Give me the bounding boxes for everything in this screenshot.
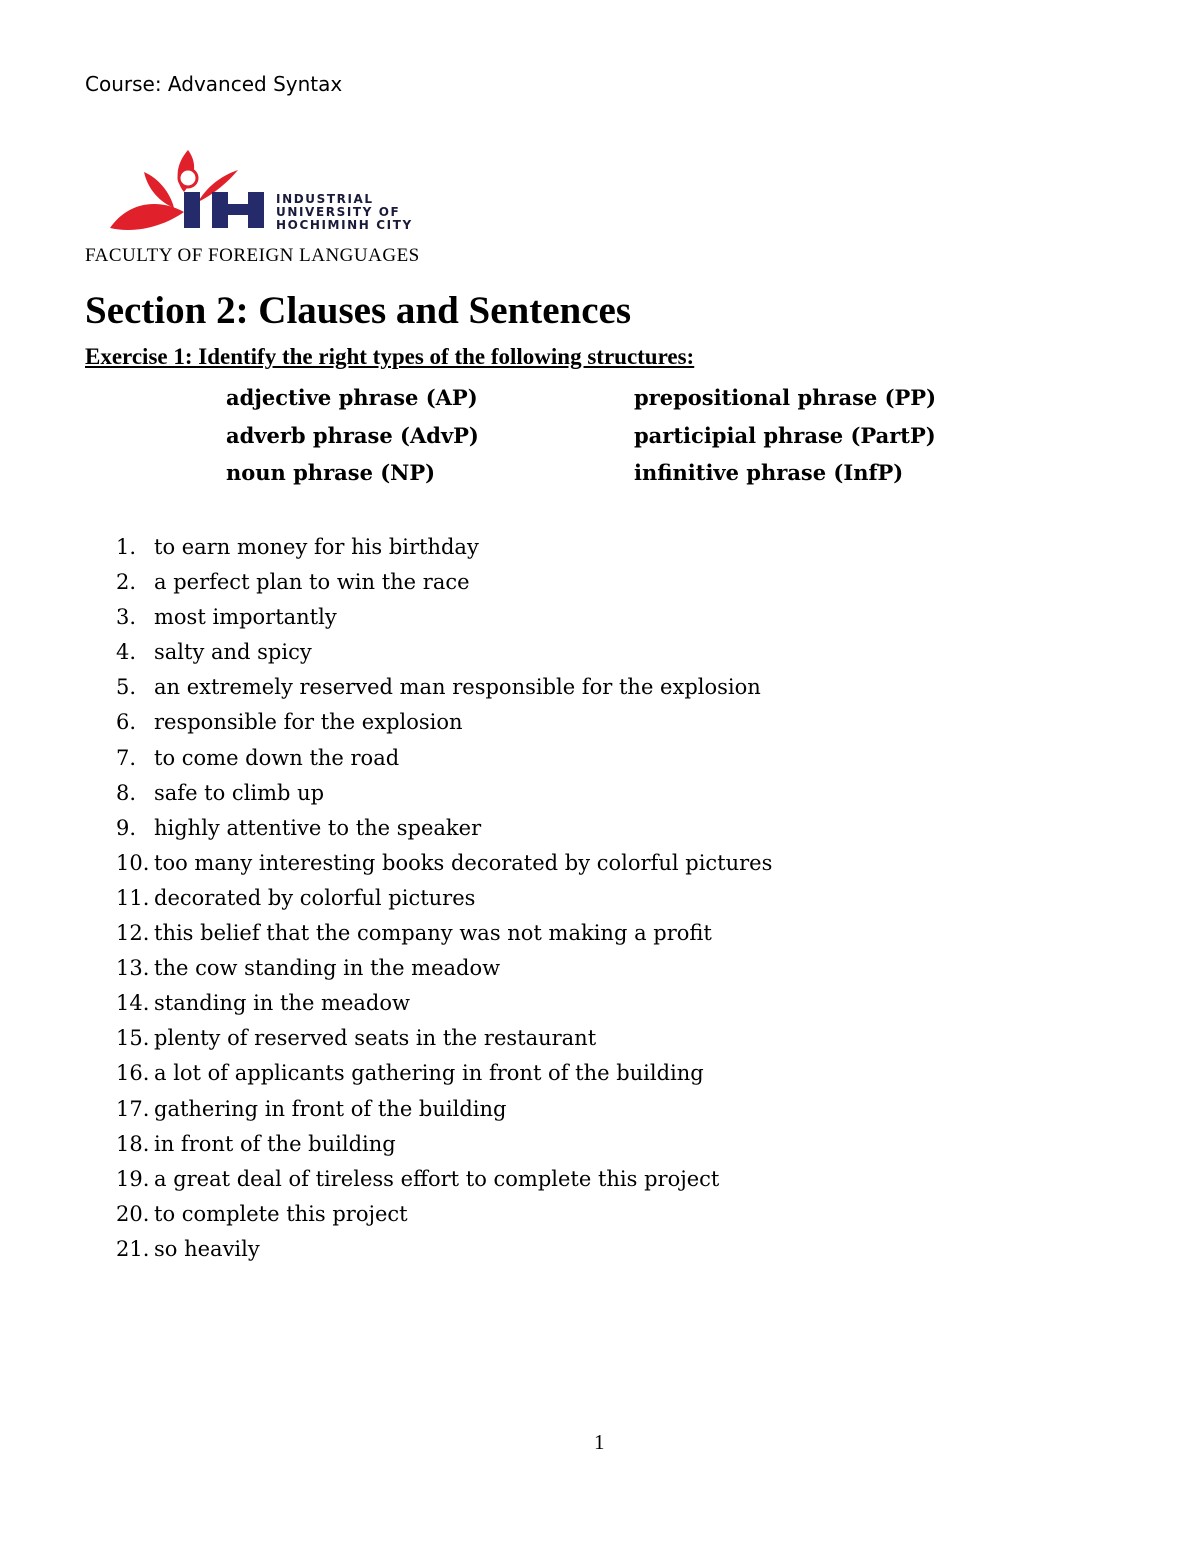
phrase-type: adjective phrase (AP) <box>226 385 478 410</box>
list-item <box>116 672 772 707</box>
phrase-type: infinitive phrase (InfP) <box>634 460 904 485</box>
item-number: 3. <box>116 605 137 630</box>
item-text: plenty of reserved seats in the restaurant <box>154 1026 597 1051</box>
item-text: this belief that the company was not making a profit <box>154 921 712 946</box>
item-number: 17. <box>116 1096 150 1121</box>
item-number: 19. <box>116 1166 150 1191</box>
list-item <box>116 1129 772 1164</box>
item-number: 6. <box>116 710 137 735</box>
exercise-title: Exercise 1: Identify the right types of the following structures: <box>85 344 695 369</box>
phrase-type: participial phrase (PartP) <box>634 422 936 448</box>
item-number: 13. <box>116 956 150 981</box>
item-number: 12. <box>116 921 150 946</box>
item-number: 16. <box>116 1061 150 1086</box>
item-text: too many interesting books decorated by colorful pictures <box>154 850 773 875</box>
phrase-types-row <box>226 458 986 496</box>
phrase-types-row <box>226 383 986 421</box>
item-number: 2. <box>116 570 137 595</box>
item-text: an extremely reserved man responsible for the explosion <box>154 675 761 700</box>
item-text: gathering in front of the building <box>154 1096 507 1121</box>
item-text: in front of the building <box>154 1131 396 1156</box>
logo-letter-h-right <box>248 192 264 228</box>
exercise-items <box>116 532 772 1269</box>
logo-petal-mid <box>144 172 174 208</box>
logo-letter-h-left <box>212 192 228 228</box>
logo-letter-i <box>184 192 200 228</box>
item-text: most importantly <box>154 605 337 630</box>
logo-line: HOCHIMINH CITY <box>276 218 413 232</box>
item-number: 7. <box>116 745 137 770</box>
item-text: a perfect plan to win the race <box>154 570 470 595</box>
list-item <box>116 813 772 848</box>
list-item <box>116 707 772 742</box>
item-number: 20. <box>116 1201 150 1226</box>
item-text: a lot of applicants gathering in front of the building <box>154 1061 704 1086</box>
list-item <box>116 778 772 813</box>
logo-emblem <box>179 169 197 187</box>
logo-line: INDUSTRIAL <box>276 192 374 206</box>
faculty-name: FACULTY OF FOREIGN LANGUAGES <box>85 245 420 266</box>
item-text: responsible for the explosion <box>154 710 463 735</box>
logo-line: UNIVERSITY OF <box>276 205 401 219</box>
item-number: 8. <box>116 780 137 805</box>
item-text: a great deal of tireless effort to complete this project <box>154 1166 720 1191</box>
item-number: 5. <box>116 675 137 700</box>
phrase-types-row <box>226 421 986 459</box>
item-number: 9. <box>116 815 137 840</box>
item-text: to earn money for his birthday <box>154 535 479 559</box>
phrase-type: noun phrase (NP) <box>226 460 436 485</box>
item-text: to complete this project <box>154 1201 408 1226</box>
item-text: decorated by colorful pictures <box>154 885 476 910</box>
item-number: 21. <box>116 1236 150 1261</box>
list-item <box>116 883 772 918</box>
list-item <box>116 743 772 778</box>
phrase-types-table <box>226 383 986 496</box>
item-text: to come down the road <box>154 745 400 770</box>
logo-wordmark <box>276 193 413 232</box>
list-item <box>116 1234 772 1269</box>
item-number: 14. <box>116 991 150 1016</box>
item-text: salty and spicy <box>154 640 312 665</box>
list-item <box>116 637 772 672</box>
page-number: 1 <box>594 1430 605 1454</box>
item-number: 10. <box>116 850 150 875</box>
list-item <box>116 1094 772 1129</box>
section-title: Section 2: Clauses and Sentences <box>85 289 632 332</box>
item-number: 4. <box>116 640 137 665</box>
list-item <box>116 953 772 988</box>
item-text: so heavily <box>154 1236 260 1261</box>
list-item <box>116 1058 772 1093</box>
list-item <box>116 532 772 567</box>
item-number: 15. <box>116 1026 150 1051</box>
list-item <box>116 567 772 602</box>
list-item <box>116 988 772 1023</box>
list-item <box>116 918 772 953</box>
list-item <box>116 1164 772 1199</box>
item-number: 11. <box>116 885 150 910</box>
item-text: the cow standing in the meadow <box>154 956 501 981</box>
list-item <box>116 1199 772 1234</box>
item-number: 1. <box>116 535 137 559</box>
item-text: highly attentive to the speaker <box>154 815 482 840</box>
phrase-type: prepositional phrase (PP) <box>634 385 937 410</box>
logo-petal-left <box>110 204 184 230</box>
item-text: safe to climb up <box>154 780 325 805</box>
list-item <box>116 1023 772 1058</box>
item-text: standing in the meadow <box>154 991 410 1016</box>
list-item <box>116 848 772 883</box>
course-header: Course: Advanced Syntax <box>85 72 343 96</box>
phrase-type: adverb phrase (AdvP) <box>226 422 479 448</box>
item-number: 18. <box>116 1131 150 1156</box>
list-item <box>116 602 772 637</box>
logo-letter-h-bar <box>226 204 250 215</box>
